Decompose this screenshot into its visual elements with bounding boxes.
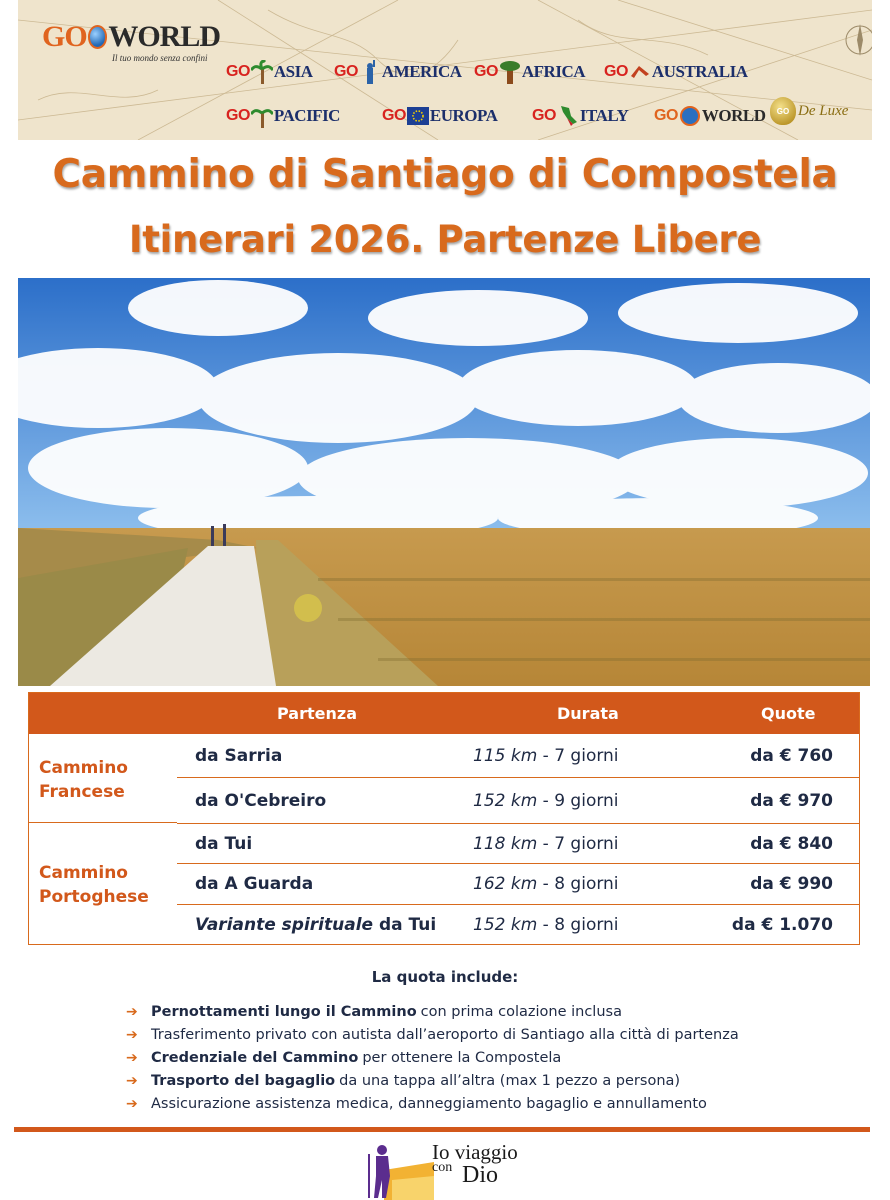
- group-label-line: Francese: [39, 782, 125, 802]
- sublogo-prefix: GO: [532, 107, 556, 124]
- item-text: Trasferimento privato con autista dall’aeroporto di Santiago alla città di partenza: [151, 1026, 739, 1043]
- pilgrim-icon: [364, 1140, 434, 1200]
- goworld-online-logo[interactable]: [654, 104, 766, 128]
- goeuropa-logo[interactable]: [382, 104, 497, 128]
- header-durata: Durata: [557, 704, 619, 723]
- table-row: [177, 905, 859, 944]
- table-row: [177, 734, 859, 778]
- page-title: Cammino di Santiago di Compostela: [52, 152, 838, 197]
- io-viaggio-con-dio-logo[interactable]: [364, 1140, 529, 1200]
- goamerica-logo[interactable]: [334, 60, 462, 84]
- sublogo-name: ITALY: [579, 106, 629, 125]
- includes-list: [126, 1000, 846, 1115]
- palm-tree-icon: [251, 104, 273, 128]
- sublogo-prefix: GO: [226, 63, 250, 80]
- group-label-line: Portoghese: [39, 887, 149, 907]
- row-from: da A Guarda: [195, 874, 314, 894]
- row-duration: 162 km - 8 giorni: [473, 874, 619, 894]
- sublogo-name: PACIFIC: [273, 106, 340, 125]
- eu-flag-icon: [407, 104, 429, 128]
- logo-line1: Io viaggio: [432, 1140, 518, 1164]
- arrow-right-icon: ➔: [126, 1003, 138, 1020]
- item-text: con prima colazione inclusa: [420, 1003, 622, 1020]
- includes-title: La quota include:: [371, 968, 519, 986]
- header-banner: [18, 0, 872, 140]
- goaustralia-logo[interactable]: [604, 60, 748, 84]
- itinerary-table: [28, 692, 860, 945]
- sublogo-prefix: GO: [226, 107, 250, 124]
- sublogo-name: WORLD: [701, 106, 766, 125]
- item-bold: Trasporto del bagaglio: [151, 1072, 336, 1089]
- sublogo-name: AMERICA: [381, 62, 462, 81]
- sublogo-prefix: GO: [654, 107, 678, 124]
- item-bold: Credenziale del Cammino: [151, 1049, 359, 1066]
- row-from: da Sarria: [195, 745, 283, 766]
- footer-divider: [14, 1127, 870, 1132]
- logo-line3: Dio: [462, 1162, 498, 1188]
- logo-line2: con: [432, 1160, 453, 1175]
- gopacific-logo[interactable]: [226, 104, 340, 128]
- group-divider: [29, 822, 177, 823]
- camino-landscape-photo: [18, 278, 870, 686]
- godeluxe-logo[interactable]: [770, 96, 860, 126]
- row-price: da € 970: [750, 790, 833, 811]
- statue-of-liberty-icon: [359, 60, 381, 84]
- table-row: [177, 778, 859, 824]
- sublogo-name: ASIA: [273, 62, 313, 81]
- item-text: per ottenere la Compostela: [362, 1049, 562, 1066]
- logo-tagline: Il tuo mondo senza confini: [112, 53, 208, 63]
- sublogo-name: AFRICA: [521, 62, 585, 81]
- row-duration: 152 km - 9 giorni: [473, 790, 619, 811]
- row-price: da € 760: [750, 745, 833, 766]
- logo-suffix: WORLD: [108, 20, 220, 53]
- table-row: [177, 824, 859, 864]
- logo-prefix: GO: [42, 20, 87, 53]
- row-price: da € 990: [750, 874, 833, 894]
- boomerang-icon: [629, 60, 651, 84]
- header-quote: Quote: [761, 704, 816, 723]
- baobab-tree-icon: [499, 60, 521, 84]
- sublogo-prefix: GO: [382, 107, 406, 124]
- globe-icon: [88, 25, 108, 49]
- group-label-line: Cammino: [39, 863, 128, 883]
- sublogo-name: AUSTRALIA: [651, 62, 748, 81]
- list-item: [126, 1000, 846, 1023]
- item-text: Assicurazione assistenza medica, danneggiamento bagaglio e annullamento: [151, 1095, 707, 1112]
- row-price: da € 1.070: [731, 914, 833, 935]
- crest-icon: GO: [770, 97, 796, 125]
- goafrica-logo[interactable]: [474, 60, 585, 84]
- sublogo-prefix: GO: [334, 63, 358, 80]
- list-item: [126, 1092, 846, 1115]
- header-partenza: Partenza: [277, 704, 357, 723]
- italy-map-icon: [557, 104, 579, 128]
- arrow-right-icon: ➔: [126, 1072, 138, 1089]
- sublogo-prefix: GO: [604, 63, 628, 80]
- table-row: [177, 864, 859, 905]
- item-text: da una tappa all’altra (max 1 pezzo a persona): [339, 1072, 681, 1089]
- row-from: da O'Cebreiro: [195, 790, 327, 811]
- group-label-portoghese: [29, 861, 177, 909]
- sublogo-prefix: GO: [474, 63, 498, 80]
- deluxe-name: De Luxe: [798, 102, 849, 119]
- row-duration: 118 km - 7 giorni: [473, 833, 619, 854]
- group-label-line: Cammino: [39, 758, 128, 778]
- page-subtitle: Itinerari 2026. Partenze Libere: [128, 218, 762, 261]
- list-item: [126, 1023, 846, 1046]
- arrow-right-icon: ➔: [126, 1049, 138, 1066]
- goitaly-logo[interactable]: [532, 104, 628, 128]
- table-header: [29, 693, 859, 734]
- row-from: da Tui: [195, 833, 253, 854]
- sublogo-name: EUROPA: [429, 106, 498, 125]
- arrow-right-icon: ➔: [126, 1026, 138, 1043]
- group-label-francese: [29, 756, 177, 804]
- item-bold: Pernottamenti lungo il Cammino: [151, 1003, 417, 1020]
- list-item: [126, 1069, 846, 1092]
- arrow-right-icon: ➔: [126, 1095, 138, 1112]
- palm-tree-icon: [251, 60, 273, 84]
- globe-icon: [679, 104, 701, 128]
- goasia-logo[interactable]: [226, 60, 313, 84]
- goworld-logo[interactable]: [42, 22, 220, 66]
- row-duration: 115 km - 7 giorni: [473, 745, 619, 766]
- list-item: [126, 1046, 846, 1069]
- row-from: Variante spirituale da Tui: [195, 914, 437, 935]
- row-duration: 152 km - 8 giorni: [473, 914, 619, 935]
- row-price: da € 840: [750, 833, 833, 854]
